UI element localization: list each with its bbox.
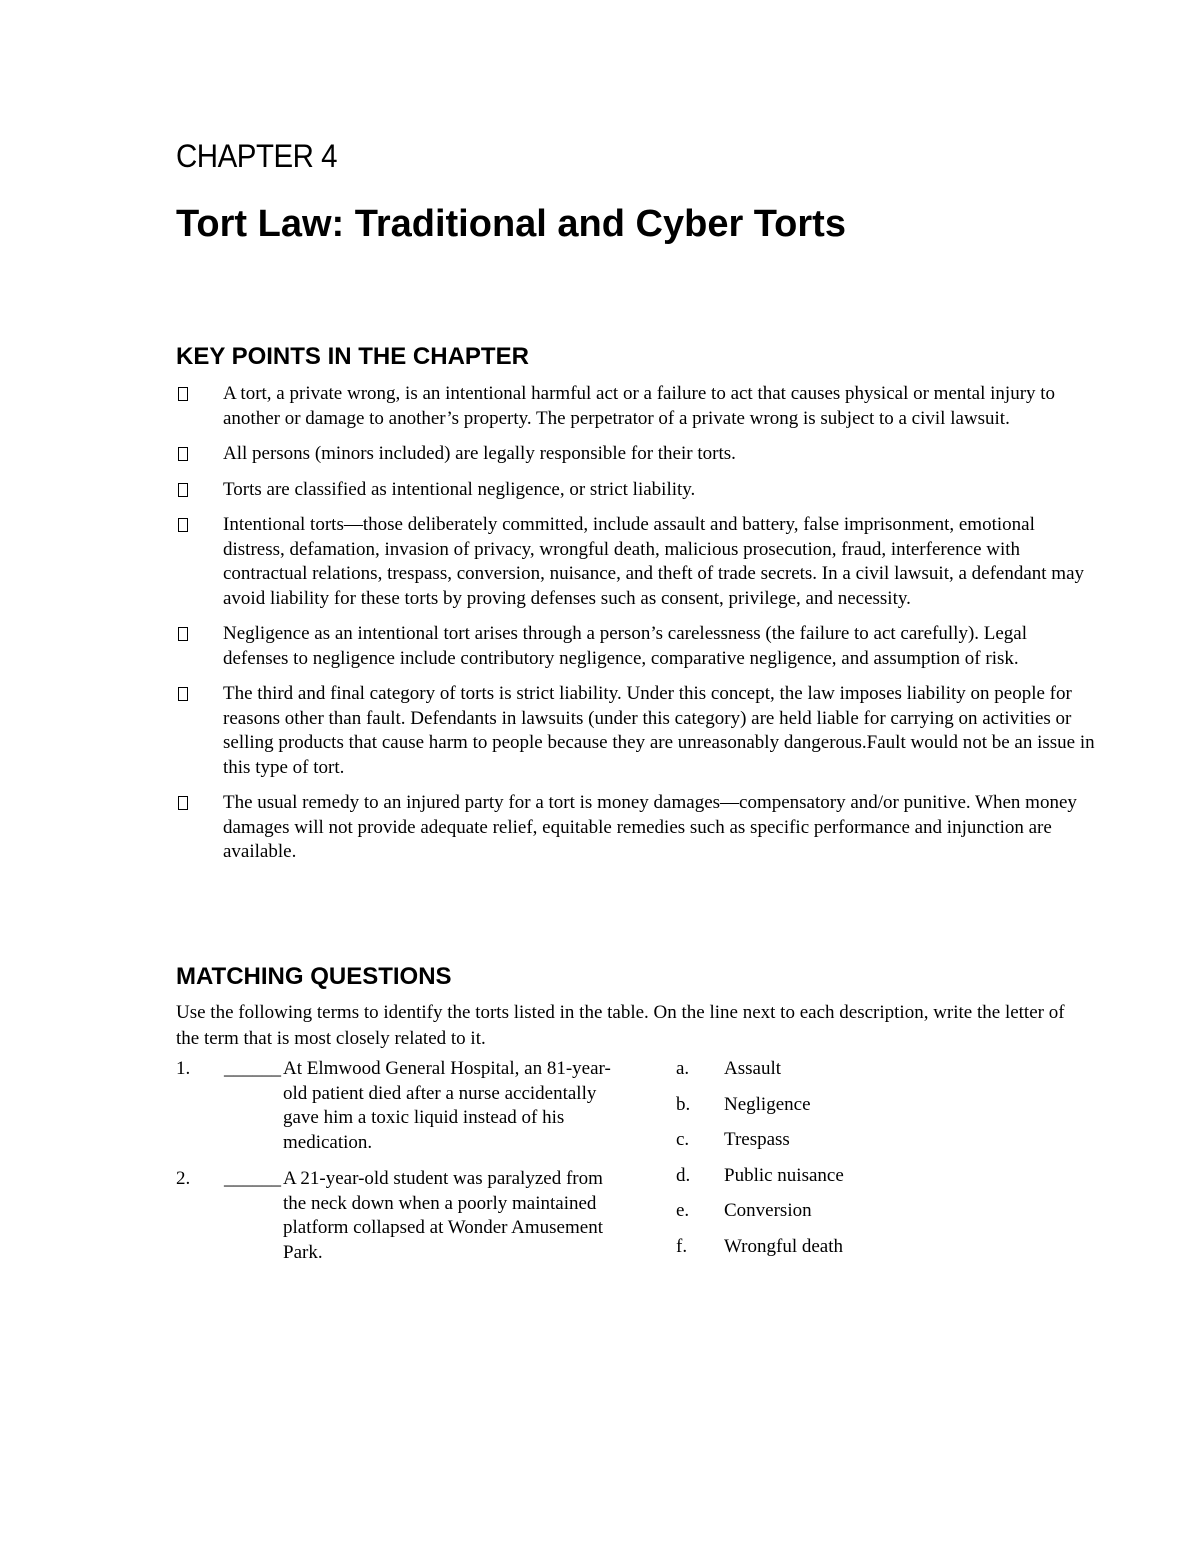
term-text: Wrongful death — [724, 1235, 844, 1257]
term-text: Conversion — [724, 1200, 812, 1221]
key-point-text: The third and final category of torts is strict liability. Under this concept, the law imposes liability on people for reasons other than fault. Defendants in lawsuits (under this category) are held liable for carrying on activities or selling products that cause harm to people because they are unreasonably dangerous.Fault would not be an issue in this type of tort. — [223, 683, 1095, 778]
bullet-box-icon — [178, 483, 188, 497]
key-points-heading: KEY POINTS IN THE CHAPTER — [176, 343, 529, 370]
key-point-item — [176, 442, 1096, 467]
chapter-title: Tort Law: Traditional and Cyber Torts — [176, 203, 846, 245]
matching-questions-heading: MATCHING QUESTIONS — [176, 963, 452, 990]
term-text: Assault — [724, 1058, 781, 1079]
term-text: Public nuisance — [724, 1164, 844, 1186]
matching-term — [676, 1199, 976, 1223]
key-point-text: A tort, a private wrong, is an intentional harmful act or a failure to act that causes physical or mental injury to another or damage to another’s property. The perpetrator of a private wrong is subject to a civil lawsuit. — [223, 383, 1056, 429]
term-text: Trespass — [724, 1129, 790, 1150]
matching-term — [676, 1235, 976, 1259]
term-letter: f. — [676, 1235, 688, 1257]
matching-term — [676, 1164, 976, 1188]
bullet-box-icon — [178, 796, 188, 810]
bullet-box-icon — [178, 518, 188, 532]
question-number: 2. — [176, 1168, 191, 1189]
bullet-box-icon — [178, 627, 188, 641]
matching-term — [676, 1093, 976, 1117]
term-letter: e. — [676, 1200, 690, 1221]
question-text: A 21-year-old student was paralyzed from the neck down when a poorly maintained platform collapsed at Wonder Amusement Park. — [283, 1168, 603, 1263]
term-text: Negligence — [724, 1093, 811, 1115]
key-points-list — [176, 382, 1096, 876]
question-number: 1. — [176, 1058, 191, 1079]
term-letter: a. — [676, 1058, 690, 1079]
term-letter: b. — [676, 1093, 691, 1115]
matching-term — [676, 1057, 976, 1081]
matching-question-list — [176, 1057, 616, 1277]
matching-question — [176, 1167, 616, 1265]
chapter-label: CHAPTER 4 — [176, 138, 338, 174]
answer-blank: ______ — [224, 1168, 281, 1189]
matching-instructions: Use the following terms to identify the torts listed in the table. On the line next to each description, write the letter of the term that is most closely related to it. — [176, 1002, 1065, 1049]
bullet-box-icon — [178, 387, 188, 401]
key-point-item — [176, 382, 1096, 431]
answer-blank: ______ — [224, 1058, 281, 1079]
matching-term — [676, 1128, 976, 1152]
bullet-box-icon — [178, 447, 188, 461]
key-point-text: Torts are classified as intentional negligence, or strict liability. — [223, 478, 696, 500]
key-point-text: Negligence as an intentional tort arises through a person’s carelessness (the failure to act carefully). Legal defenses to negligence include contributory negligence, comparative negligence, and assumption of risk. — [223, 623, 1028, 669]
key-point-text: The usual remedy to an injured party for a tort is money damages—compensatory and/or punitive. When money damages will not provide adequate relief, equitable remedies such as specific performance and injunction are available. — [223, 792, 1077, 862]
bullet-box-icon — [178, 687, 188, 701]
matching-term-list — [676, 1057, 976, 1270]
key-point-text: All persons (minors included) are legally responsible for their torts. — [223, 443, 736, 464]
term-letter: d. — [676, 1164, 691, 1186]
key-point-item — [176, 682, 1096, 780]
key-point-item — [176, 478, 1096, 503]
matching-question — [176, 1057, 616, 1155]
key-point-item — [176, 622, 1096, 671]
key-point-text: Intentional torts—those deliberately committed, include assault and battery, false imprisonment, emotional distress, defamation, invasion of privacy, wrongful death, malicious prosecution, fraud, interference with contractual relations, trespass, conversion, nuisance, and theft of trade secrets. In a civil lawsuit, a defendant may avoid liability for these torts by proving defenses such as consent, privilege, and necessity. — [223, 514, 1085, 609]
question-text: At Elmwood General Hospital, an 81-year-old patient died after a nurse accidentally gave him a toxic liquid instead of his medication. — [283, 1058, 611, 1153]
term-letter: c. — [676, 1129, 690, 1150]
key-point-item — [176, 791, 1096, 865]
key-point-item — [176, 513, 1096, 611]
